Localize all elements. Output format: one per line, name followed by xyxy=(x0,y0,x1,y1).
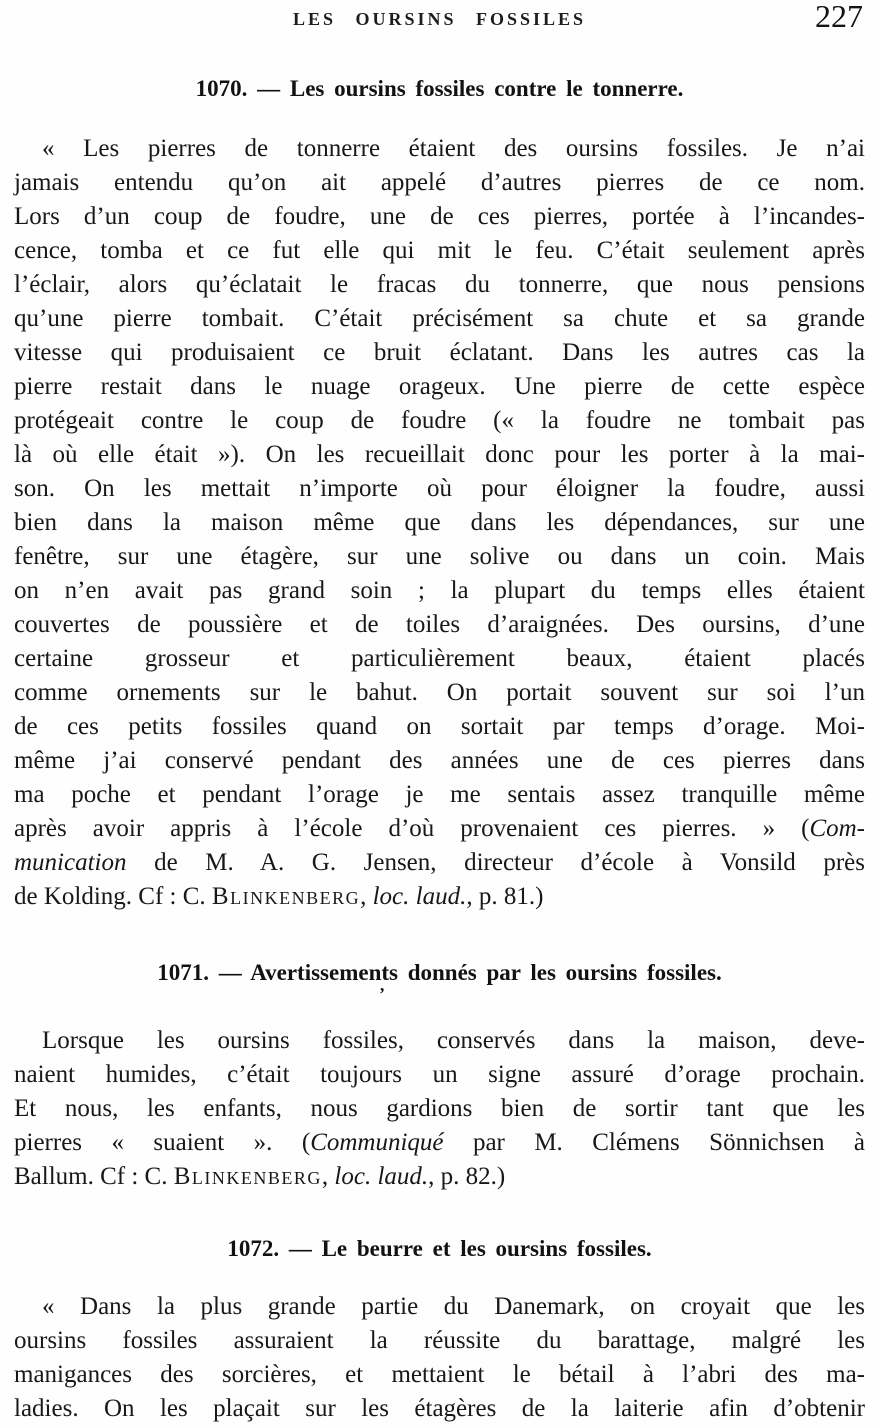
section-heading-1072: 1072. — Le beurre et les oursins fossiles. xyxy=(227,1236,652,1261)
paragraph-1070 xyxy=(14,132,865,914)
text-line xyxy=(14,812,865,846)
body-text: Ballum. Cf : C. xyxy=(14,1163,174,1190)
body-text: couvertes de poussière et de toiles d’araignées. Des oursins, d’une xyxy=(14,611,865,638)
text-line xyxy=(14,1126,865,1160)
body-text: manigances des sorcières, et mettaient le bétail à l’abri des ma- xyxy=(14,1361,865,1388)
body-text: , p. 81.) xyxy=(466,883,544,910)
text-line xyxy=(14,642,865,676)
text-line xyxy=(14,1160,865,1194)
text-line xyxy=(14,200,865,234)
text-line xyxy=(14,370,865,404)
body-text: « Dans la plus grande partie du Danemark, on croyait que les xyxy=(42,1293,865,1320)
body-text: même j’ai conservé pendant des années une de ces pierres dans xyxy=(14,747,865,774)
italic-text: loc. laud. xyxy=(372,883,467,910)
text-line xyxy=(14,234,865,268)
body-text: pierres « suaient ». ( xyxy=(14,1129,311,1156)
body-text: Lors d’un coup de foudre, une de ces pierres, portée à l’incandes- xyxy=(14,203,865,230)
paragraph-1072 xyxy=(14,1290,865,1426)
body-text: fenêtre, sur une étagère, sur une solive ou dans un coin. Mais xyxy=(14,543,865,570)
text-line xyxy=(14,608,865,642)
text-line xyxy=(14,846,865,880)
body-text: bien dans la maison même que dans les dépendances, sur une xyxy=(14,509,865,536)
text-line xyxy=(14,268,865,302)
text-line xyxy=(14,166,865,200)
body-text: pierre restait dans le nuage orageux. Une pierre de cette espèce xyxy=(14,373,865,400)
section-heading-1070: 1070. — Les oursins fossiles contre le tonnerre. xyxy=(195,76,684,101)
body-text: comme ornements sur le bahut. On portait souvent sur soi l’un xyxy=(14,679,865,706)
body-text: naient humides, c’était toujours un signe assuré d’orage prochain. xyxy=(14,1061,865,1088)
text-line xyxy=(14,1290,865,1324)
italic-text: munication xyxy=(14,849,127,876)
text-line xyxy=(14,1092,865,1126)
text-line xyxy=(14,438,865,472)
body-text: cence, tomba et ce fut elle qui mit le feu. C’était seulement après xyxy=(14,237,865,264)
body-text: Et nous, les enfants, nous gardions bien de sortir tant que les xyxy=(14,1095,865,1122)
body-text: « Les pierres de tonnerre étaient des oursins fossiles. Je n’ai xyxy=(42,135,865,162)
text-line xyxy=(14,336,865,370)
body-text: on n’en avait pas grand soin ; la plupart du temps elles étaient xyxy=(14,577,865,604)
text-line xyxy=(14,1058,865,1092)
text-line xyxy=(14,302,865,336)
body-text: là où elle était »). On les recueillait donc pour les porter à la mai- xyxy=(14,441,865,468)
body-text: , xyxy=(360,883,373,910)
body-text: certaine grosseur et particulièrement beaux, étaient placés xyxy=(14,645,865,672)
text-line xyxy=(14,710,865,744)
italic-text: Communiqué xyxy=(310,1129,444,1156)
body-text: jamais entendu qu’on ait appelé d’autres pierres de ce nom. xyxy=(14,169,865,196)
text-line xyxy=(14,1324,865,1358)
page-number: 227 xyxy=(815,0,863,34)
italic-text: loc. laud. xyxy=(334,1163,429,1190)
author-name: Blinkenberg xyxy=(173,1163,322,1190)
body-text: ma poche et pendant l’orage je me sentais assez tranquille même xyxy=(14,781,865,808)
body-text: oursins fossiles assuraient la réussite du barattage, malgré les xyxy=(14,1327,865,1354)
text-line xyxy=(14,676,865,710)
section-heading-1071: 1071. — Avertissements donnés par les oursins fossiles. xyxy=(157,960,722,985)
running-header-title: LES OURSINS FOSSILES xyxy=(292,9,587,29)
body-text: de Kolding. Cf : C. xyxy=(14,883,212,910)
text-line xyxy=(14,472,865,506)
body-text: de M. A. G. Jensen, directeur d’école à Vonsild près xyxy=(126,849,865,876)
text-line xyxy=(14,404,865,438)
text-line xyxy=(14,1392,865,1426)
author-name: Blinkenberg xyxy=(211,883,361,910)
paragraph-1071 xyxy=(14,1024,865,1194)
body-text: par M. Clémens Sönnichsen à xyxy=(443,1129,865,1156)
running-header xyxy=(14,0,865,36)
body-text: , xyxy=(321,1163,335,1190)
body-text: de ces petits fossiles quand on sortait par temps d’orage. Moi- xyxy=(14,713,865,740)
text-line xyxy=(14,880,865,914)
body-text: qu’une pierre tombait. C’était précisément sa chute et sa grande xyxy=(14,305,865,332)
body-text: Lorsque les oursins fossiles, conservés dans la maison, deve- xyxy=(42,1027,865,1054)
body-text: protégeait contre le coup de foudre (« la foudre ne tombait pas xyxy=(14,407,865,434)
text-line xyxy=(14,132,865,166)
text-line xyxy=(14,574,865,608)
text-line xyxy=(14,1358,865,1392)
italic-text: Com- xyxy=(809,815,865,842)
text-line xyxy=(14,506,865,540)
text-line xyxy=(14,1024,865,1058)
body-text: son. On les mettait n’importe où pour éloigner la foudre, aussi xyxy=(14,475,865,502)
body-text: l’éclair, alors qu’éclatait le fracas du tonnerre, que nous pensions xyxy=(14,271,865,298)
text-line xyxy=(14,540,865,574)
body-text: , p. 82.) xyxy=(428,1163,506,1190)
body-text: après avoir appris à l’école d’où provenaient ces pierres. » ( xyxy=(14,815,810,842)
body-text: ladies. On les plaçait sur les étagères de la laiterie afin d’obtenir xyxy=(14,1395,865,1422)
text-line xyxy=(14,744,865,778)
scan-artifact-stray-mark: ’ xyxy=(379,984,385,1004)
body-text: vitesse qui produisaient ce bruit éclatant. Dans les autres cas la xyxy=(14,339,865,366)
text-line xyxy=(14,778,865,812)
